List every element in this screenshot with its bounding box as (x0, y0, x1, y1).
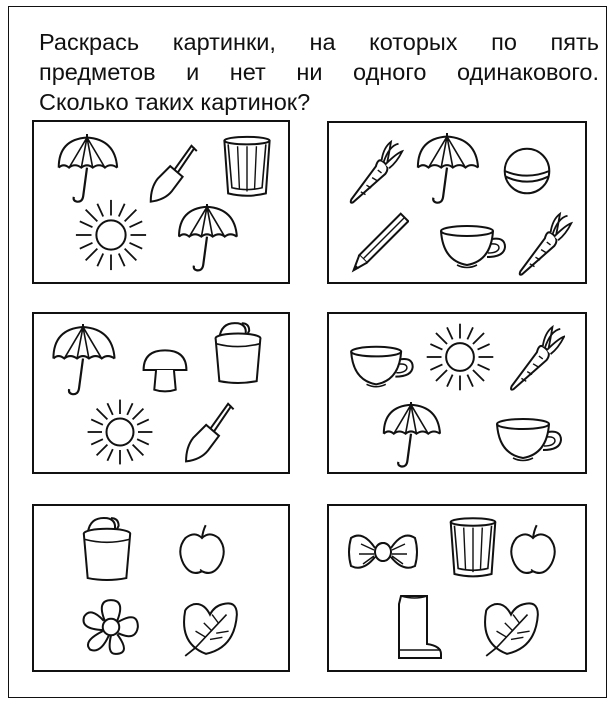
umbrella-icon (53, 323, 114, 394)
picture-panel-4[interactable] (327, 312, 587, 474)
task-line-3: Сколько таких картинок? (39, 89, 311, 115)
ball-icon (505, 149, 550, 194)
umbrella-icon (59, 134, 117, 202)
cup-icon (441, 226, 505, 268)
shovel-icon (151, 146, 197, 202)
picture-panel-1[interactable] (32, 120, 290, 284)
task-text (39, 27, 599, 117)
umbrella-icon (418, 133, 478, 203)
picture-panel-5[interactable] (32, 504, 290, 672)
carrot-icon (520, 214, 572, 275)
shovel-icon (186, 404, 234, 462)
cup-icon (351, 347, 413, 387)
cup-icon (497, 419, 561, 461)
picture-panel-2[interactable] (327, 121, 587, 284)
flower-icon (83, 600, 137, 654)
leaf-icon (485, 603, 538, 656)
umbrella-icon (384, 401, 440, 466)
pencil-icon (354, 214, 409, 271)
bow-icon (349, 536, 417, 568)
boot-icon (399, 596, 441, 658)
apple-icon (180, 525, 223, 573)
bucket-icon (84, 518, 130, 580)
leaf-icon (184, 603, 237, 656)
apple-icon (511, 525, 554, 573)
glass-icon (224, 137, 269, 196)
carrot-icon (511, 327, 564, 390)
sun-icon (76, 200, 146, 270)
sun-icon (427, 324, 494, 391)
task-line-1: Раскрась картинки, на которых по пять (39, 29, 599, 55)
glass-icon (451, 518, 496, 576)
sun-icon (88, 400, 153, 465)
bucket-icon (216, 323, 261, 383)
mushroom-icon (144, 350, 187, 391)
carrot-icon (351, 142, 403, 203)
picture-panel-3[interactable] (32, 312, 290, 474)
picture-panel-6[interactable] (327, 504, 587, 672)
task-line-2: предметов и нет ни одного одинакового. (39, 59, 599, 85)
umbrella-icon (179, 203, 237, 270)
